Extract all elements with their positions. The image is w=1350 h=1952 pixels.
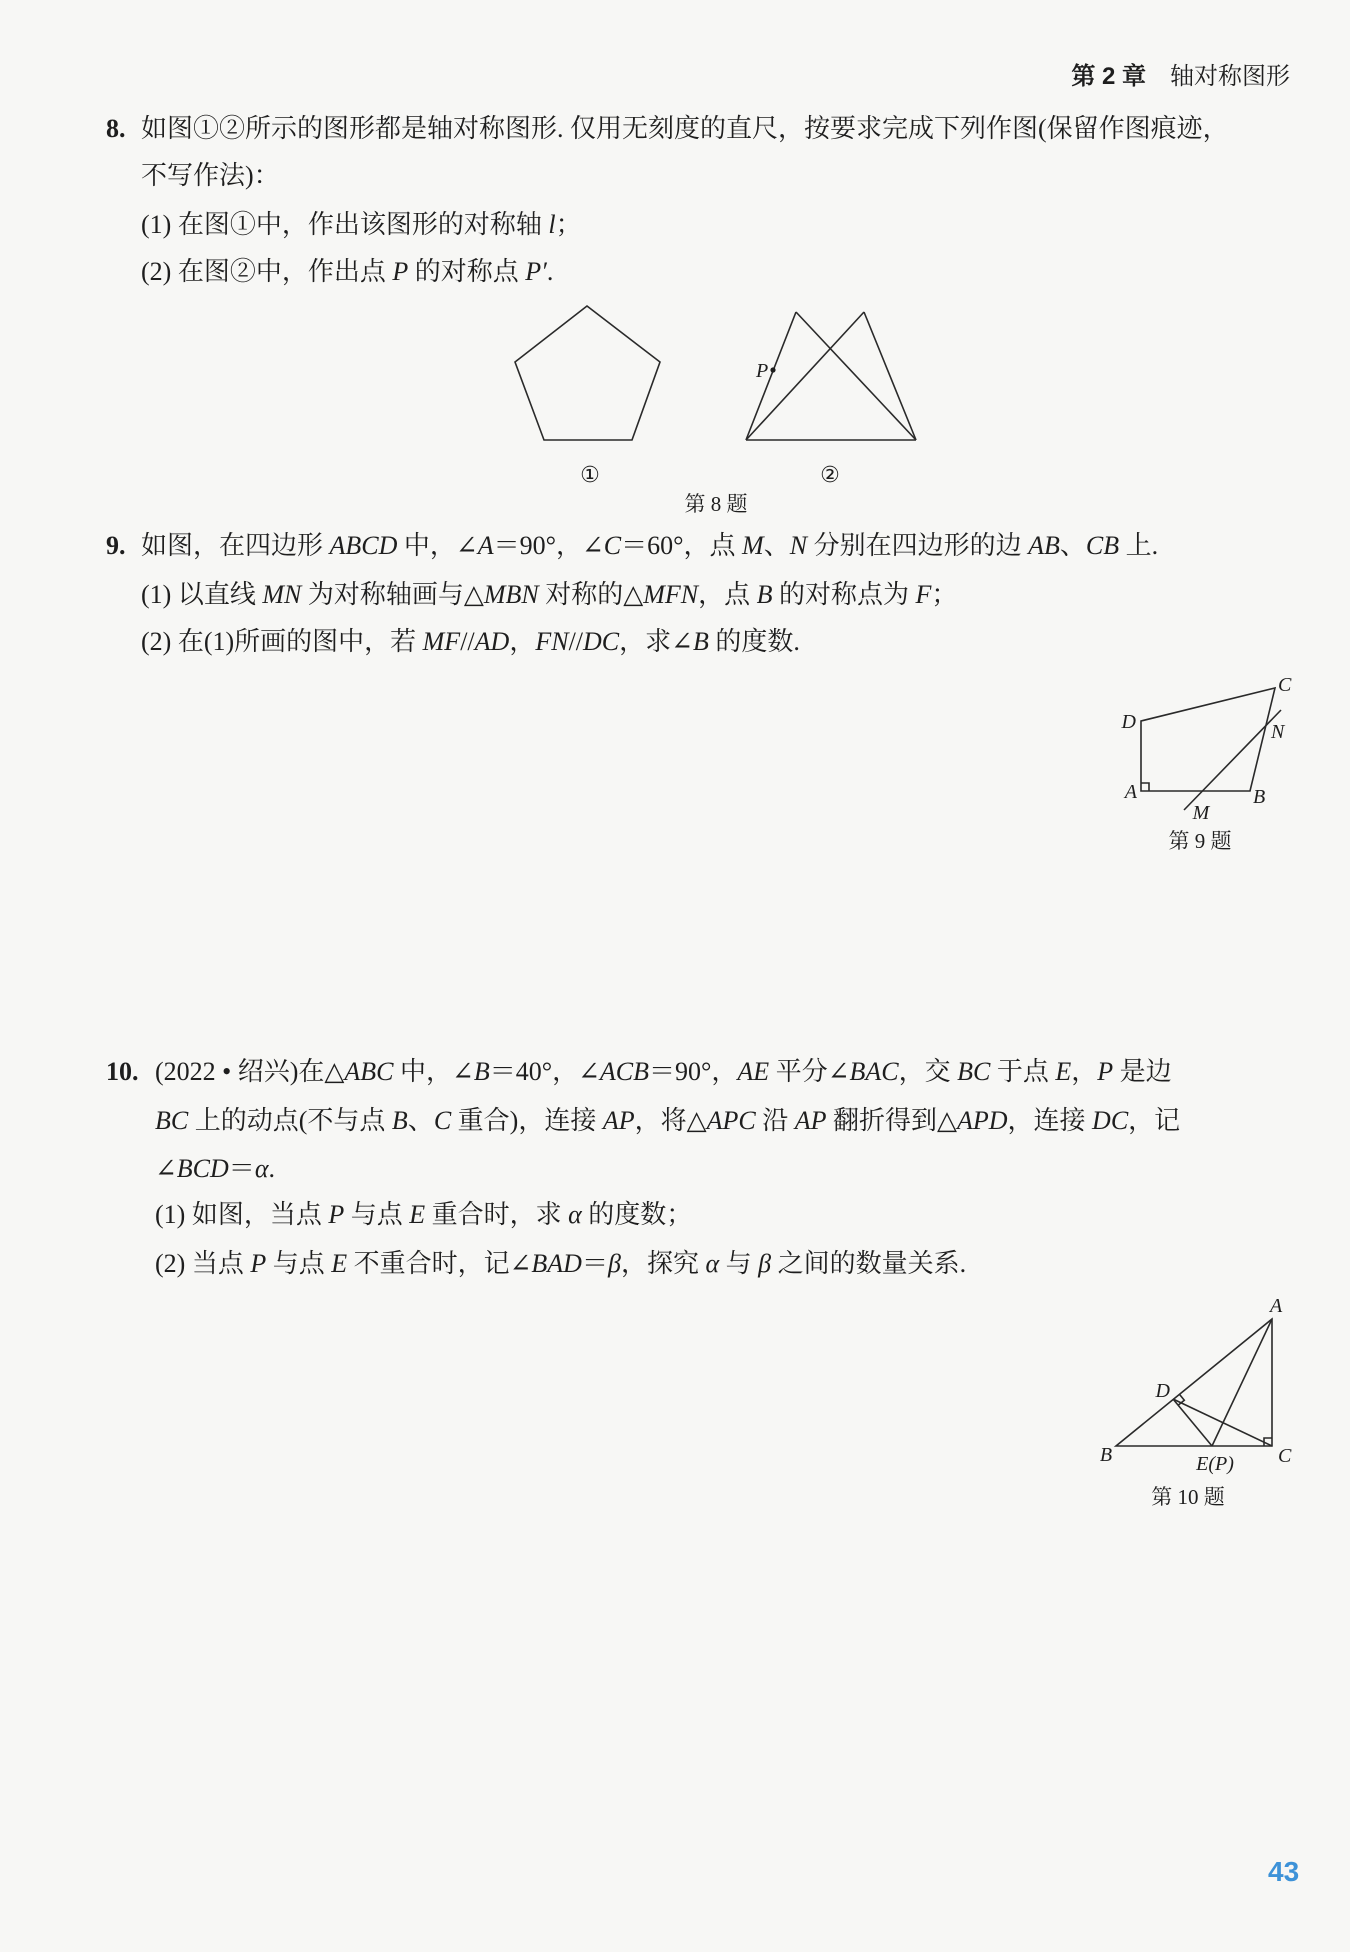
right-angle-mark-a: [1141, 783, 1149, 791]
text-run: 对称的△: [538, 580, 644, 609]
math-variable: DC: [583, 627, 620, 656]
text-run: 重合)，连接: [451, 1106, 603, 1135]
segment-de: [1173, 1399, 1212, 1446]
math-variable: M: [742, 531, 764, 560]
math-variable: ABCD: [329, 531, 398, 560]
text-run: 的度数；: [581, 1200, 693, 1229]
figure-8: [500, 290, 940, 495]
math-variable: P: [328, 1200, 345, 1229]
text-run: 与点: [344, 1200, 410, 1229]
math-variable: MF: [422, 627, 461, 656]
math-variable: BAD: [531, 1249, 582, 1278]
math-variable: ACB: [599, 1057, 650, 1086]
text-run: 与点: [266, 1249, 332, 1278]
figure-caption: 第 10 题: [1151, 1485, 1225, 1509]
math-variable: P: [1097, 1057, 1114, 1086]
problem-10-line: [155, 1247, 966, 1281]
math-variable: F: [915, 580, 932, 609]
math-variable: P′: [525, 257, 547, 286]
text-run: 于点: [990, 1057, 1056, 1086]
figure-1-label: ①: [580, 463, 600, 488]
problem-10-line: [155, 1055, 1172, 1089]
math-variable: P: [250, 1249, 267, 1278]
text-run: (1) 如图，当点: [155, 1200, 329, 1229]
point-m-label: M: [1192, 802, 1210, 824]
text-run: ，探究: [620, 1249, 706, 1278]
problem-9-line: [141, 578, 957, 612]
chapter-label: 第 2 章: [1071, 63, 1146, 90]
math-variable: B: [473, 1057, 490, 1086]
math-variable: α: [254, 1154, 269, 1183]
text-run: 是边: [1113, 1057, 1172, 1086]
line-mn: [1184, 710, 1281, 810]
text-run: ，: [509, 627, 536, 656]
point-p-dot: [770, 367, 775, 372]
math-variable: C: [603, 531, 622, 560]
math-variable: B: [391, 1106, 408, 1135]
text-run: ，: [1071, 1057, 1098, 1086]
segment-ae: [1212, 1319, 1272, 1446]
text-run: 之间的数量关系.: [771, 1249, 967, 1278]
math-variable: α: [568, 1200, 582, 1229]
math-variable: α: [705, 1249, 720, 1278]
text-run: .: [546, 257, 554, 286]
text-run: 如图①②所示的图形都是轴对称图形. 仅用无刻度的直尺，按要求完成下列作图(保留作图痕迹，: [141, 114, 1229, 143]
text-run: 、: [1059, 531, 1086, 560]
text-run: ∠: [155, 1154, 177, 1183]
quadrilateral-abcd: [1141, 688, 1275, 791]
text-run: 上.: [1119, 531, 1159, 560]
problem-10-line: [155, 1104, 1180, 1138]
point-d-label: D: [1121, 711, 1136, 733]
text-run: 不重合时，记∠: [347, 1249, 532, 1278]
text-run: //: [568, 627, 584, 656]
math-variable: BCD: [176, 1154, 229, 1183]
problem-number: 8.: [106, 114, 126, 143]
problem-10-line: [155, 1152, 275, 1186]
problem-9-line: [141, 625, 800, 659]
text-run: //: [460, 627, 475, 656]
point-p-label: P: [756, 360, 769, 382]
text-run: ，点: [698, 580, 757, 609]
math-variable: FN: [535, 627, 569, 656]
point-n-label: N: [1271, 721, 1285, 743]
text-run: 中，∠: [393, 1057, 474, 1086]
text-run: 平分∠: [769, 1057, 850, 1086]
math-variable: β: [758, 1249, 772, 1278]
math-variable: MN: [262, 580, 302, 609]
problem-number: 9.: [106, 531, 126, 560]
math-variable: MBN: [483, 580, 539, 609]
figure-2-segment: [864, 312, 916, 440]
text-run: (1) 以直线: [141, 580, 263, 609]
text-run: (2) 当点: [155, 1249, 251, 1278]
math-variable: N: [789, 531, 808, 560]
text-run: 重合时，求: [425, 1200, 569, 1229]
text-run: ，将△: [634, 1106, 707, 1135]
text-run: ；: [555, 210, 582, 239]
point-b-label: B: [1253, 786, 1266, 808]
point-b-label: B: [1099, 1444, 1113, 1466]
figure-2-segment: [796, 312, 916, 440]
text-run: ＝60°，点: [621, 531, 743, 560]
problem-8-line: [141, 208, 582, 242]
math-variable: AE: [737, 1057, 770, 1086]
problem-10-line: [155, 1198, 692, 1232]
text-run: ＝: [228, 1154, 255, 1183]
math-variable: E: [1055, 1057, 1072, 1086]
triangle-abc: [1116, 1319, 1272, 1446]
math-variable: AP: [602, 1106, 635, 1135]
problem-9-line: [141, 529, 1158, 563]
text-run: 为对称轴画与△: [301, 580, 484, 609]
text-run: (2022 • 绍兴)在△: [155, 1057, 345, 1086]
math-variable: B: [756, 580, 773, 609]
text-run: 沿: [755, 1106, 795, 1135]
text-run: (2) 在(1)所画的图中，若: [141, 627, 423, 656]
text-run: 与: [719, 1249, 759, 1278]
text-run: 中，∠: [397, 531, 478, 560]
crossed-triangles-shape: [746, 312, 916, 440]
text-run: (1) 在图①中，作出该图形的对称轴: [141, 210, 549, 239]
math-variable: DC: [1092, 1106, 1129, 1135]
math-variable: AD: [474, 627, 510, 656]
math-variable: CB: [1085, 531, 1120, 560]
math-variable: AB: [1028, 531, 1060, 560]
text-run: ＝: [581, 1249, 608, 1278]
text-run: 的对称点为: [772, 580, 916, 609]
point-d-label: D: [1155, 1380, 1170, 1402]
text-run: 的度数.: [708, 627, 800, 656]
problem-number: 10.: [106, 1057, 139, 1086]
figure-caption: 第 8 题: [684, 492, 748, 516]
text-run: ＝40°，∠: [489, 1057, 600, 1086]
text-run: ；: [931, 580, 958, 609]
math-variable: β: [607, 1249, 621, 1278]
text-run: ，连接: [1007, 1106, 1093, 1135]
math-variable: AP: [794, 1106, 827, 1135]
figure-9: [1110, 670, 1310, 830]
math-variable: C: [433, 1106, 452, 1135]
text-run: 不写作法)：: [141, 161, 280, 190]
point-c-label: C: [1278, 674, 1292, 696]
math-variable: l: [548, 210, 556, 239]
text-run: 如图，在四边形: [141, 531, 330, 560]
figure-caption: 第 9 题: [1168, 829, 1232, 853]
math-variable: BC: [957, 1057, 991, 1086]
text-run: (2) 在图②中，作出点: [141, 257, 393, 286]
problem-8-line: [141, 255, 553, 289]
math-variable: BAC: [849, 1057, 899, 1086]
point-e-label: E(P): [1196, 1453, 1234, 1475]
segment-dc: [1173, 1399, 1272, 1446]
figure-2-label: ②: [820, 463, 840, 488]
text-run: ，求∠: [619, 627, 693, 656]
point-a-label: A: [1124, 781, 1137, 803]
math-variable: A: [477, 531, 494, 560]
text-run: ，交: [898, 1057, 958, 1086]
math-variable: P: [392, 257, 409, 286]
math-variable: B: [692, 627, 709, 656]
text-run: 的对称点: [408, 257, 526, 286]
math-variable: E: [331, 1249, 348, 1278]
point-c-label: C: [1278, 1445, 1292, 1467]
math-variable: ABC: [344, 1057, 394, 1086]
text-run: ，记: [1128, 1106, 1181, 1135]
text-run: ＝90°，: [649, 1057, 738, 1086]
text-run: 分别在四边形的边: [807, 531, 1029, 560]
math-variable: MFN: [643, 580, 699, 609]
text-run: 翻折得到△: [826, 1106, 957, 1135]
text-run: .: [268, 1154, 275, 1183]
math-variable: APC: [706, 1106, 756, 1135]
text-run: ＝90°，∠: [493, 531, 604, 560]
figure-10: [1090, 1295, 1310, 1475]
problem-8-line: [141, 159, 280, 193]
figure-2-segment: [746, 312, 796, 440]
text-run: 上的动点(不与点: [188, 1106, 392, 1135]
text-run: 、: [763, 531, 790, 560]
text-run: 、: [407, 1106, 434, 1135]
problem-8-line: [141, 112, 1229, 146]
page-number: 43: [1268, 1856, 1300, 1887]
math-variable: BC: [155, 1106, 189, 1135]
chapter-title: 轴对称图形: [1170, 63, 1290, 90]
math-variable: APD: [956, 1106, 1008, 1135]
pentagon-shape: [515, 306, 660, 440]
math-variable: E: [409, 1200, 426, 1229]
running-header: [1071, 62, 1290, 92]
point-a-label: A: [1270, 1295, 1283, 1317]
